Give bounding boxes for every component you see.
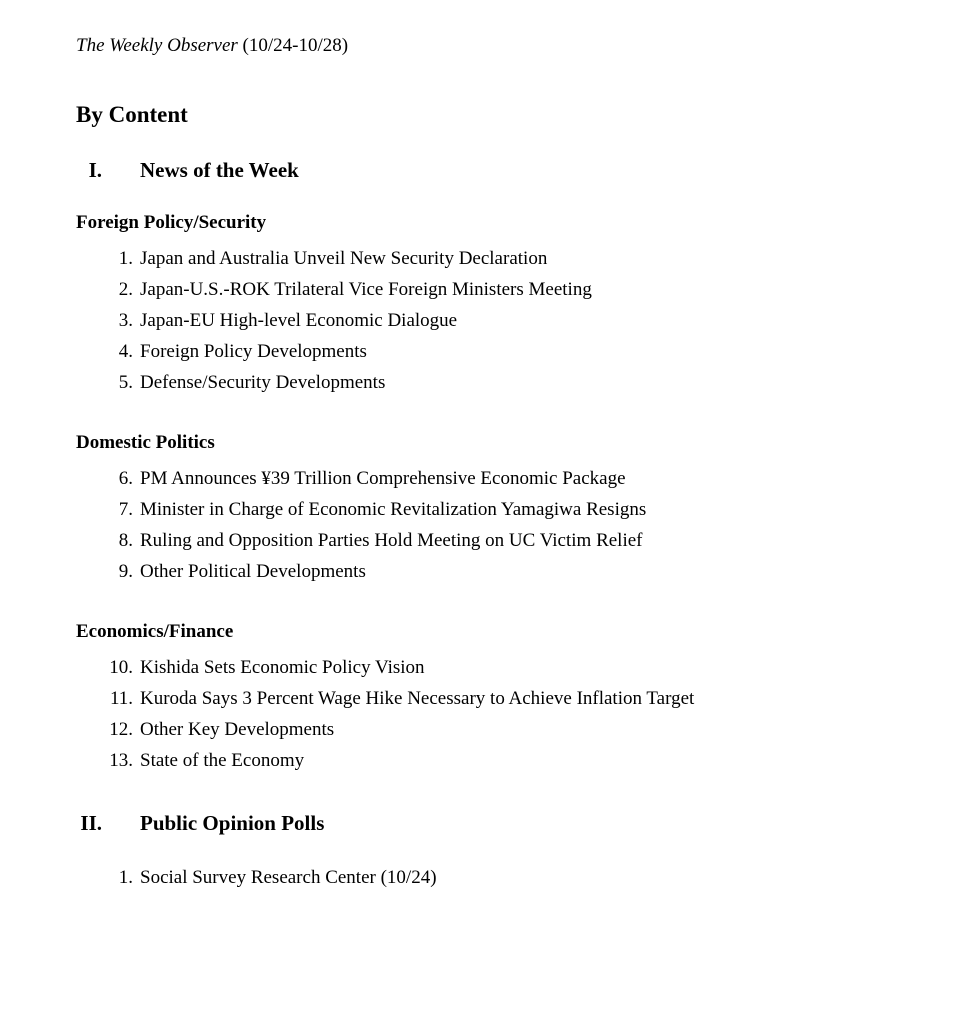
section-number: II. — [80, 811, 102, 835]
item-text: Japan-EU High-level Economic Dialogue — [140, 310, 458, 331]
item-text: Social Survey Research Center (10/24) — [140, 867, 437, 888]
item-number: 11. — [109, 688, 133, 709]
item-number: 12. — [109, 719, 133, 740]
item-text: Kuroda Says 3 Percent Wage Hike Necessary to Achieve Inflation Target — [140, 688, 695, 709]
toc-item — [76, 862, 911, 893]
by-content-heading: By Content — [76, 102, 188, 127]
toc-item — [76, 525, 911, 556]
toc-item — [76, 745, 911, 776]
item-number: 10. — [109, 657, 133, 678]
section-heading-public-opinion-polls — [76, 809, 911, 837]
item-number: 1. — [118, 248, 133, 269]
item-number: 6. — [118, 468, 133, 489]
group-heading-economics-finance: Economics/Finance — [76, 621, 234, 642]
item-number: 1. — [118, 867, 133, 888]
item-number: 9. — [118, 561, 133, 582]
section-number: I. — [88, 158, 102, 182]
item-text: Defense/Security Developments — [140, 372, 386, 393]
item-text: Japan and Australia Unveil New Security Declaration — [140, 248, 548, 269]
item-text: Other Political Developments — [140, 561, 366, 582]
group-heading-foreign-policy-security: Foreign Policy/Security — [76, 212, 267, 233]
toc-item — [76, 556, 911, 587]
toc-item — [76, 494, 911, 525]
item-number: 2. — [118, 279, 133, 300]
group-heading-domestic-politics: Domestic Politics — [76, 432, 215, 453]
document-title-dates: (10/24-10/28) — [237, 35, 349, 56]
item-text: Kishida Sets Economic Policy Vision — [140, 657, 425, 678]
item-number: 5. — [118, 372, 133, 393]
item-text: Foreign Policy Developments — [140, 341, 367, 362]
item-text: Other Key Developments — [140, 719, 335, 740]
toc-item — [76, 652, 911, 683]
item-number: 13. — [109, 750, 133, 771]
section-title: News of the Week — [140, 158, 299, 182]
toc-item — [76, 714, 911, 745]
document-title — [76, 33, 911, 58]
item-number: 8. — [118, 530, 133, 551]
section-title: Public Opinion Polls — [140, 811, 325, 835]
toc-item — [76, 463, 911, 494]
toc-item — [76, 274, 911, 305]
document-title-name: The Weekly Observer — [76, 35, 238, 56]
item-number: 7. — [118, 499, 133, 520]
item-number: 4. — [118, 341, 133, 362]
toc-item — [76, 305, 911, 336]
item-text: State of the Economy — [140, 750, 305, 771]
item-number: 3. — [118, 310, 133, 331]
toc-item — [76, 243, 911, 274]
item-text: Ruling and Opposition Parties Hold Meeting on UC Victim Relief — [140, 530, 643, 551]
toc-item — [76, 683, 911, 714]
toc-item — [76, 336, 911, 367]
toc-item — [76, 367, 911, 398]
item-text: PM Announces ¥39 Trillion Comprehensive Economic Package — [140, 468, 626, 489]
item-text: Japan-U.S.-ROK Trilateral Vice Foreign Ministers Meeting — [140, 279, 592, 300]
item-text: Minister in Charge of Economic Revitalization Yamagiwa Resigns — [140, 499, 647, 520]
section-heading-news-of-the-week — [76, 156, 911, 184]
